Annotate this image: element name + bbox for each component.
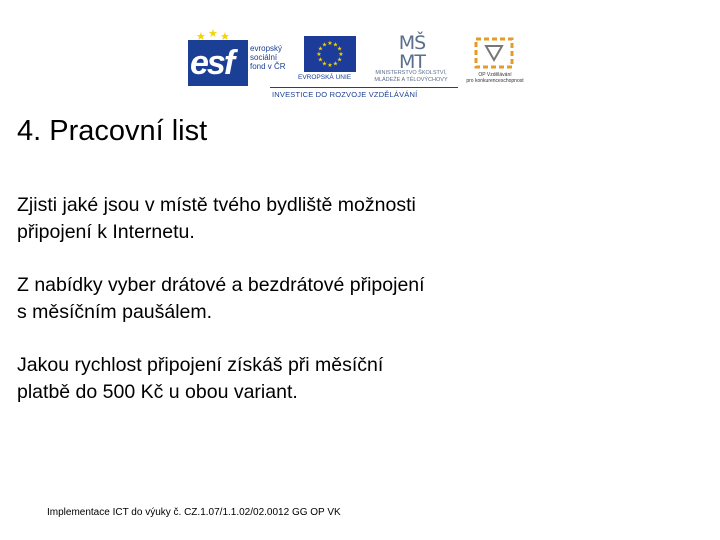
eu-star-icon: ★ [338, 51, 344, 58]
eu-star-icon: ★ [321, 41, 328, 49]
eu-star-icon: ★ [316, 51, 322, 58]
logo-divider [270, 87, 458, 88]
slide-title: 4. Pracovní list [17, 115, 208, 147]
op-vk-caption [462, 72, 528, 84]
msmt-caption [364, 70, 458, 84]
eu-flag-icon [304, 36, 356, 72]
esf-star-icon: ★ [220, 31, 230, 43]
investment-caption: INVESTICE DO ROZVOJE VZDĚLÁVÁNÍ [272, 90, 418, 99]
task-paragraph-2 [17, 272, 577, 326]
task-paragraph-3 [17, 352, 577, 406]
esf-star-icon: ★ [196, 31, 206, 43]
esf-wordmark: esf [190, 44, 234, 82]
msmt-logo-icon [380, 30, 444, 70]
paragraph-line: Jakou rychlost připojení získáš při měsíční [17, 354, 384, 376]
svg-text:MT: MT [399, 51, 425, 70]
esf-caption-line: sociální [250, 53, 278, 62]
eu-star-icon: ★ [332, 41, 339, 49]
msmt-caption-line: MLÁDEŽE A TĚLOVÝCHOVY [374, 77, 448, 83]
msmt-caption-line: MINISTERSTVO ŠKOLSTVÍ, [375, 70, 447, 76]
eu-star-icon: ★ [336, 45, 343, 53]
eu-star-icon: ★ [321, 60, 328, 68]
op-vk-logo-icon [470, 36, 518, 70]
eu-star-icon: ★ [317, 56, 324, 64]
eu-star-icon: ★ [327, 62, 333, 69]
esf-logo [188, 30, 292, 88]
paragraph-line: Zjisti jaké jsou v místě tvého bydliště možnosti [17, 194, 416, 216]
logo-strip [188, 28, 528, 100]
eu-star-icon: ★ [332, 60, 339, 68]
paragraph-line: s měsíčním paušálem. [17, 301, 213, 323]
eu-caption: EVROPSKÁ UNIE [298, 74, 352, 81]
esf-caption [250, 44, 294, 71]
paragraph-line: Z nabídky vyber drátové a bezdrátové připojení [17, 274, 425, 296]
op-caption-line: pro konkurenceschopnost [466, 78, 524, 84]
slide-footer: Implementace ICT do výuky č. CZ.1.07/1.1.02/02.0012 GG OP VK [47, 507, 341, 518]
op-caption-line: OP Vzdělávání [478, 72, 512, 78]
paragraph-line: platbě do 500 Kč u obou variant. [17, 381, 298, 403]
task-paragraph-1 [17, 192, 577, 246]
eu-star-icon: ★ [336, 56, 343, 64]
svg-text:MŠ: MŠ [398, 32, 426, 54]
esf-caption-line: fond v ČR [250, 62, 286, 71]
eu-star-icon: ★ [327, 40, 333, 47]
esf-caption-line: evropský [250, 44, 283, 53]
eu-star-icon: ★ [317, 45, 324, 53]
esf-star-icon: ★ [208, 28, 218, 40]
paragraph-line: připojení k Internetu. [17, 221, 195, 243]
